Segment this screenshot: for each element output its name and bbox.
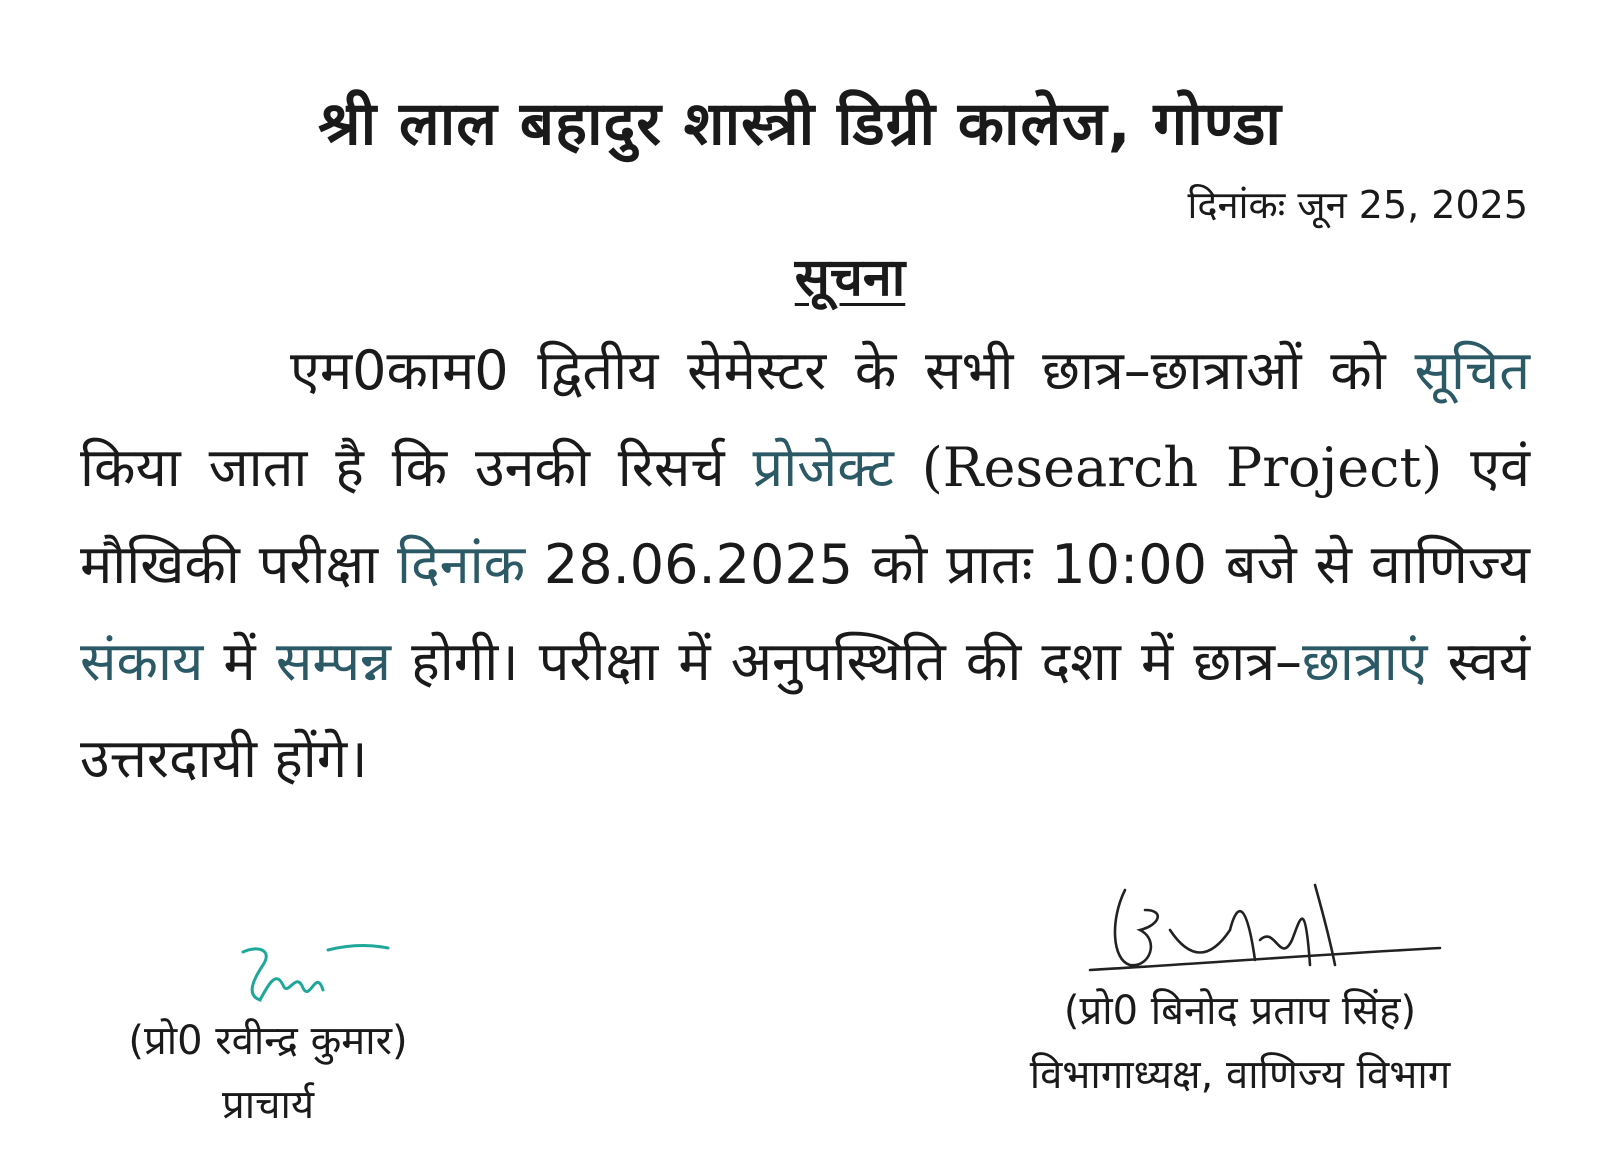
- hod-signature-block: [960, 870, 1520, 1108]
- college-name: श्री लाल बहादुर शास्त्री डिग्री कालेज, गोण्डा: [318, 89, 1282, 159]
- body-part-5: [894, 436, 922, 499]
- notice-heading: [0, 240, 1600, 311]
- body-part-12: सम्पन्न: [275, 630, 392, 693]
- body-part-9: 28.06.2025 को प्रातः 10:00 बजे से वाणिज्य: [525, 533, 1530, 596]
- body-part-4: प्रोजेक्ट: [752, 436, 894, 499]
- principal-name: (प्रो0 रवीन्द्र कुमार): [128, 1018, 408, 1064]
- body-part-13: होगी। परीक्षा में अनुपस्थिति की दशा में छात्र–: [391, 630, 1303, 693]
- body-part-1: एम0काम0 द्वितीय सेमेस्टर के सभी छात्र–छात्राओं को: [290, 339, 1415, 402]
- principal-signature-block: [78, 940, 458, 1138]
- hod-title: विभागाध्यक्ष, वाणिज्य विभाग: [1029, 1052, 1451, 1098]
- body-part-3: किया जाता है कि उनकी रिसर्च: [80, 436, 753, 499]
- notice-body: [80, 322, 1530, 807]
- body-part-2: सूचित: [1414, 339, 1530, 402]
- principal-signature: [138, 940, 398, 1010]
- body-part-10: संकाय: [80, 630, 204, 693]
- body-part-14: छात्राएं: [1302, 630, 1428, 693]
- principal-title: प्राचार्य: [221, 1082, 315, 1128]
- hod-signature: [1030, 870, 1450, 980]
- body-part-6: (Research Project): [921, 436, 1443, 499]
- body-part-7: एवं मौखिकी परीक्षा: [80, 436, 1530, 596]
- body-part-11: में: [203, 630, 276, 693]
- notice-date: दिनांकः जून 25, 2025: [1187, 183, 1528, 227]
- body-part-15: स्वयं उत्तरदायी होंगे।: [80, 630, 1531, 790]
- notice-heading-text: सूचना: [794, 248, 906, 308]
- body-part-8: दिनांक: [396, 533, 526, 596]
- hod-name: (प्रो0 बिनोद प्रताप सिंह): [1063, 988, 1417, 1034]
